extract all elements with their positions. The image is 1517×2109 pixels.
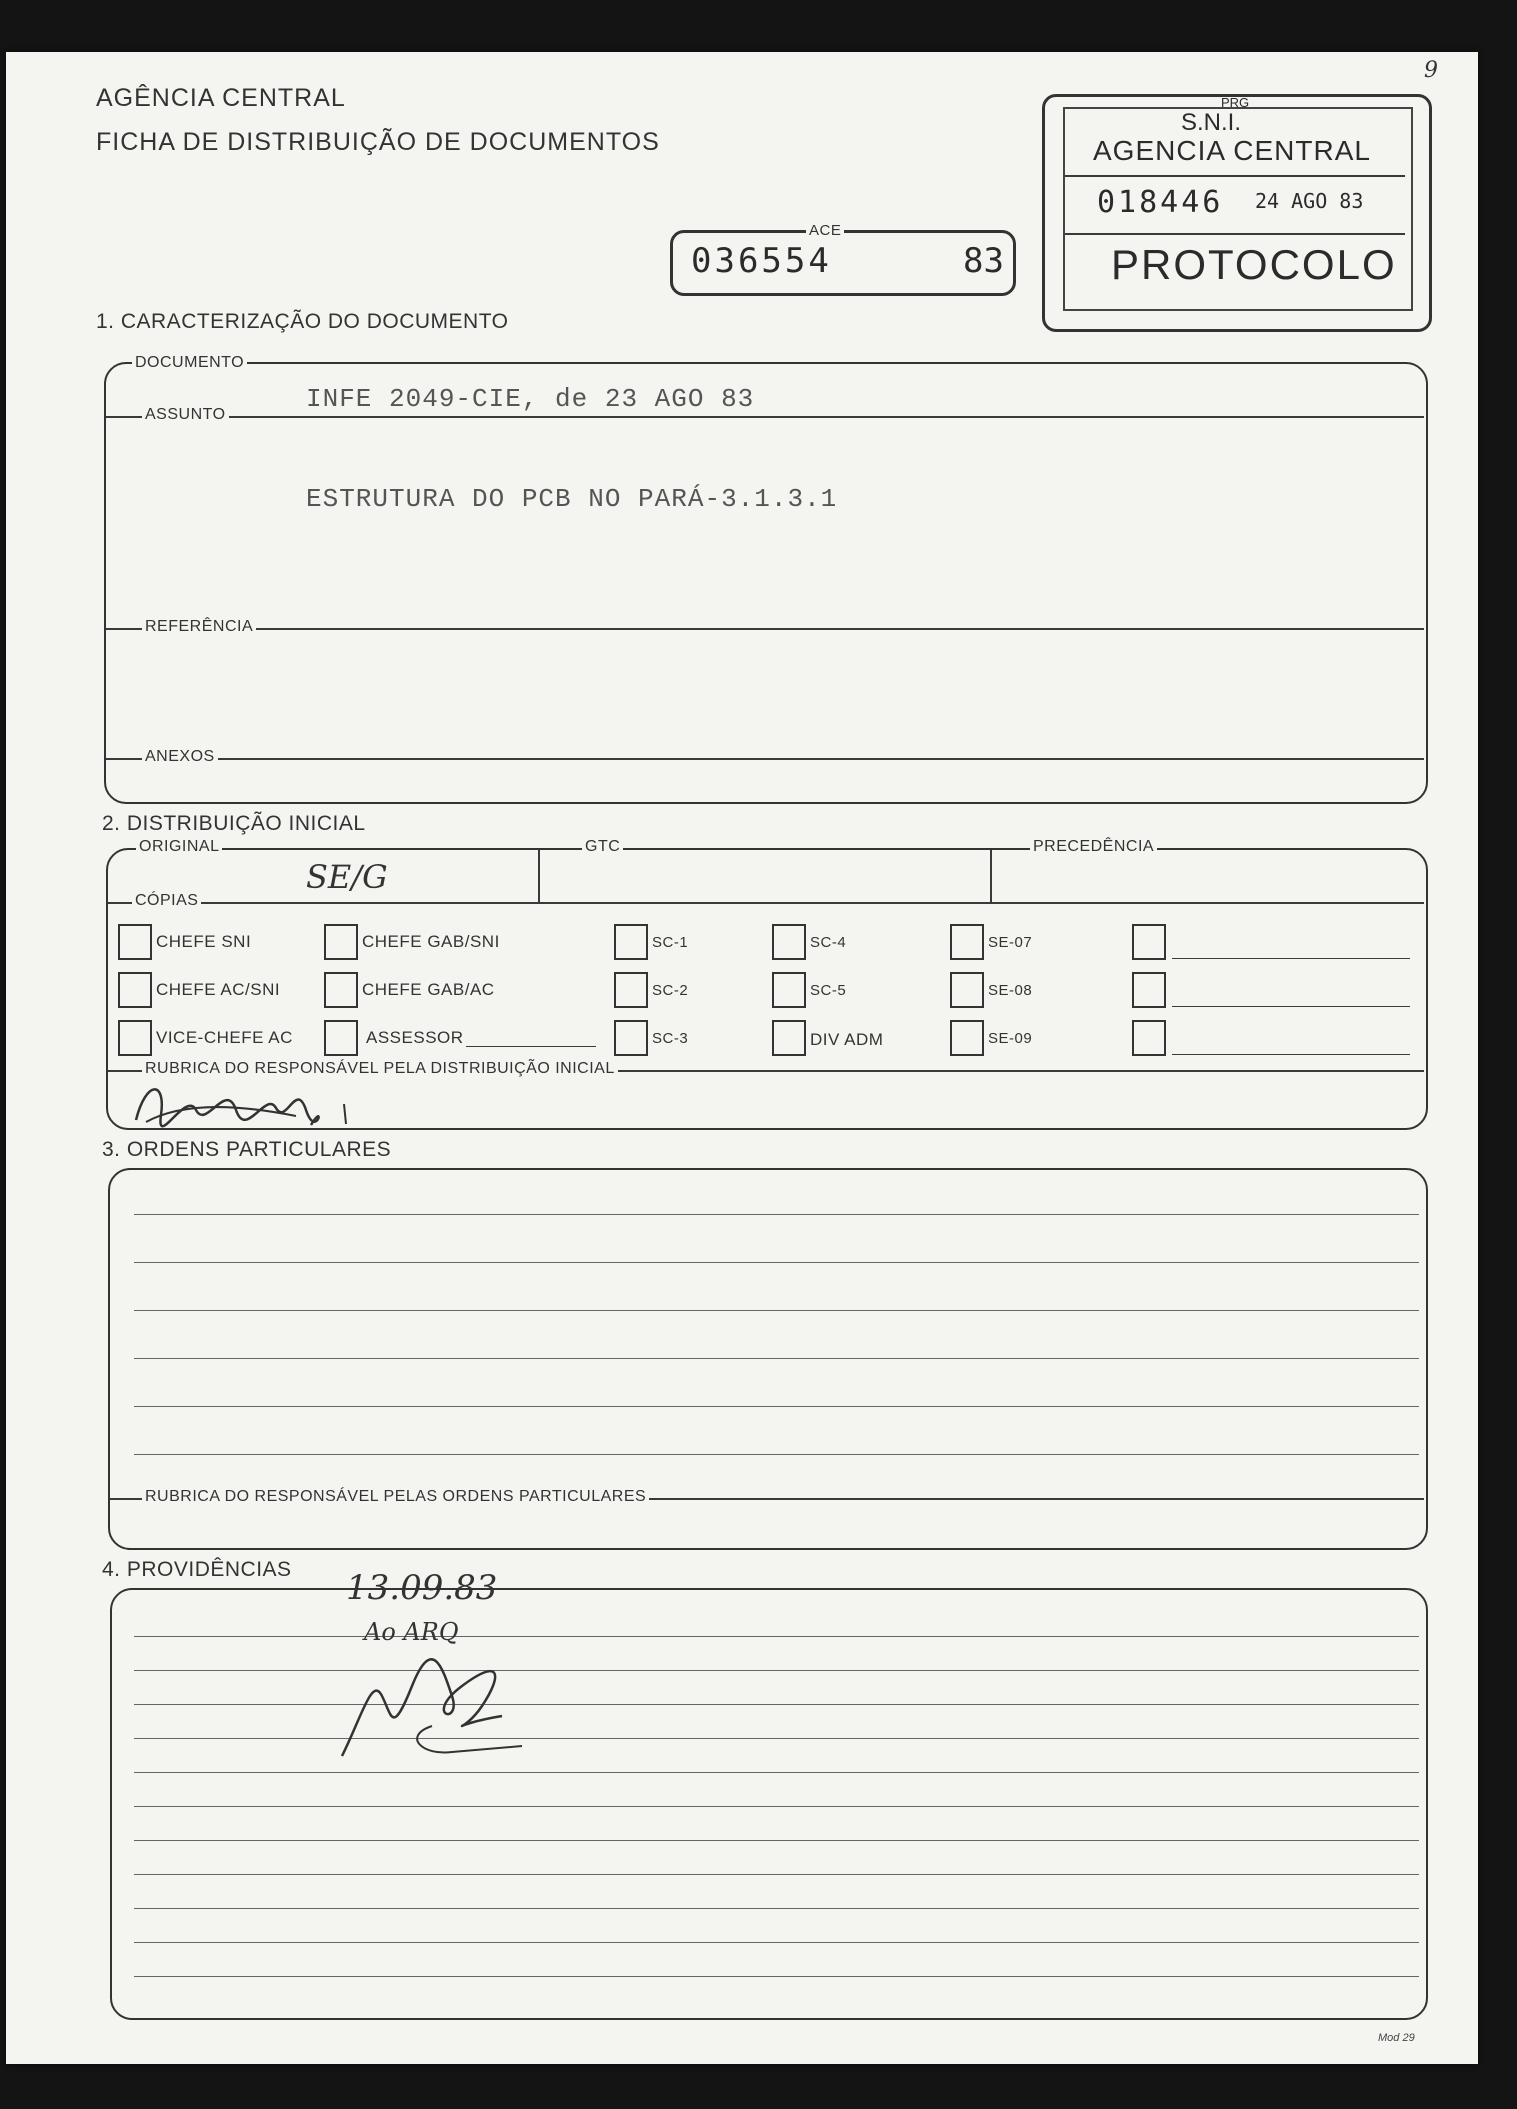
checkbox-blank-3[interactable] <box>1132 1020 1166 1056</box>
section4-box <box>110 1588 1428 2020</box>
checkbox-se08[interactable] <box>950 972 984 1008</box>
checkbox-label: SC-2 <box>652 982 689 999</box>
form-sheet <box>6 52 1478 2064</box>
assunto-label: ASSUNTO <box>142 406 229 424</box>
checkbox-vice-chefe-ac[interactable] <box>118 1020 152 1056</box>
stamp-agency: AGENCIA CENTRAL <box>1093 135 1371 166</box>
checkbox-se07[interactable] <box>950 924 984 960</box>
checkbox-label: SE-09 <box>988 1030 1033 1047</box>
checkbox-label: DIV ADM <box>810 1030 884 1049</box>
checkbox-div-adm[interactable] <box>772 1020 806 1056</box>
checkbox-label: CHEFE AC/SNI <box>156 980 281 999</box>
form-title: FICHA DE DISTRIBUIÇÃO DE DOCUMENTOS <box>96 128 660 156</box>
ace-label: ACE <box>806 222 844 239</box>
model-number: Mod 29 <box>1378 2032 1415 2044</box>
checkbox-assessor[interactable] <box>324 1020 358 1056</box>
ace-box <box>670 230 1016 296</box>
section3-title: 3. ORDENS PARTICULARES <box>102 1138 392 1161</box>
stamp-prg: PRG <box>1221 95 1250 110</box>
checkbox-label: CHEFE GAB/SNI <box>362 932 500 951</box>
referencia-label: REFERÊNCIA <box>142 618 256 636</box>
stamp-number: 018446 <box>1097 185 1224 220</box>
section1-box <box>104 362 1428 804</box>
ace-year: 83 <box>963 241 1004 281</box>
handwritten-note: Ao ARQ <box>364 1618 459 1646</box>
gtc-label: GTC <box>582 838 623 856</box>
checkbox-label: SC-3 <box>652 1030 689 1047</box>
checkbox-chefe-gab-sni[interactable] <box>324 924 358 960</box>
assunto-value: INFE 2049-CIE, de 23 AGO 83 <box>306 384 755 414</box>
ace-number: 036554 <box>691 241 832 281</box>
assunto-detail: ESTRUTURA DO PCB NO PARÁ-3.1.3.1 <box>306 484 838 514</box>
checkbox-blank-1[interactable] <box>1132 924 1166 960</box>
checkbox-blank-2[interactable] <box>1132 972 1166 1008</box>
signature-providencias <box>332 1656 532 1766</box>
checkbox-label: CHEFE SNI <box>156 932 252 951</box>
rubrica-distribuicao-label: RUBRICA DO RESPONSÁVEL PELA DISTRIBUIÇÃO INICIAL <box>142 1060 618 1078</box>
checkbox-label: VICE-CHEFE AC <box>156 1028 293 1047</box>
precedencia-label: PRECEDÊNCIA <box>1030 838 1157 856</box>
checkbox-chefe-sni[interactable] <box>118 924 152 960</box>
section2-title: 2. DISTRIBUIÇÃO INICIAL <box>102 812 366 835</box>
checkbox-chefe-gab-ac[interactable] <box>324 972 358 1008</box>
checkbox-se09[interactable] <box>950 1020 984 1056</box>
rubrica-ordens-label: RUBRICA DO RESPONSÁVEL PELAS ORDENS PARTICULARES <box>142 1488 649 1506</box>
checkbox-label: SC-4 <box>810 934 847 951</box>
documento-label: DOCUMENTO <box>132 354 247 372</box>
stamp-date: 24 AGO 83 <box>1255 189 1364 213</box>
signature-distribution <box>126 1070 356 1134</box>
original-label: ORIGINAL <box>136 838 222 856</box>
anexos-label: ANEXOS <box>142 748 218 766</box>
checkbox-sc1[interactable] <box>614 924 648 960</box>
checkbox-chefe-ac-sni[interactable] <box>118 972 152 1008</box>
checkbox-sc5[interactable] <box>772 972 806 1008</box>
checkbox-label: SC-5 <box>810 982 847 999</box>
stamp-org: S.N.I. <box>1181 109 1242 136</box>
checkbox-label: SE-08 <box>988 982 1033 999</box>
checkbox-label: SE-07 <box>988 934 1033 951</box>
checkbox-sc2[interactable] <box>614 972 648 1008</box>
page-number: 9 <box>1424 58 1438 83</box>
handwritten-date: 13.09.83 <box>346 1568 498 1608</box>
checkbox-sc4[interactable] <box>772 924 806 960</box>
checkbox-label: ASSESSOR <box>366 1028 464 1047</box>
checkbox-label: SC-1 <box>652 934 689 951</box>
section4-title: 4. PROVIDÊNCIAS <box>102 1558 292 1581</box>
copias-handwritten: SE/G <box>306 858 388 896</box>
copias-label: CÓPIAS <box>132 892 201 910</box>
section1-title: 1. CARACTERIZAÇÃO DO DOCUMENTO <box>96 310 509 333</box>
stamp-title: PROTOCOLO <box>1111 241 1397 288</box>
agency-title: AGÊNCIA CENTRAL <box>96 84 346 112</box>
checkbox-label: CHEFE GAB/AC <box>362 980 495 999</box>
checkbox-sc3[interactable] <box>614 1020 648 1056</box>
protocol-stamp <box>1042 94 1432 332</box>
